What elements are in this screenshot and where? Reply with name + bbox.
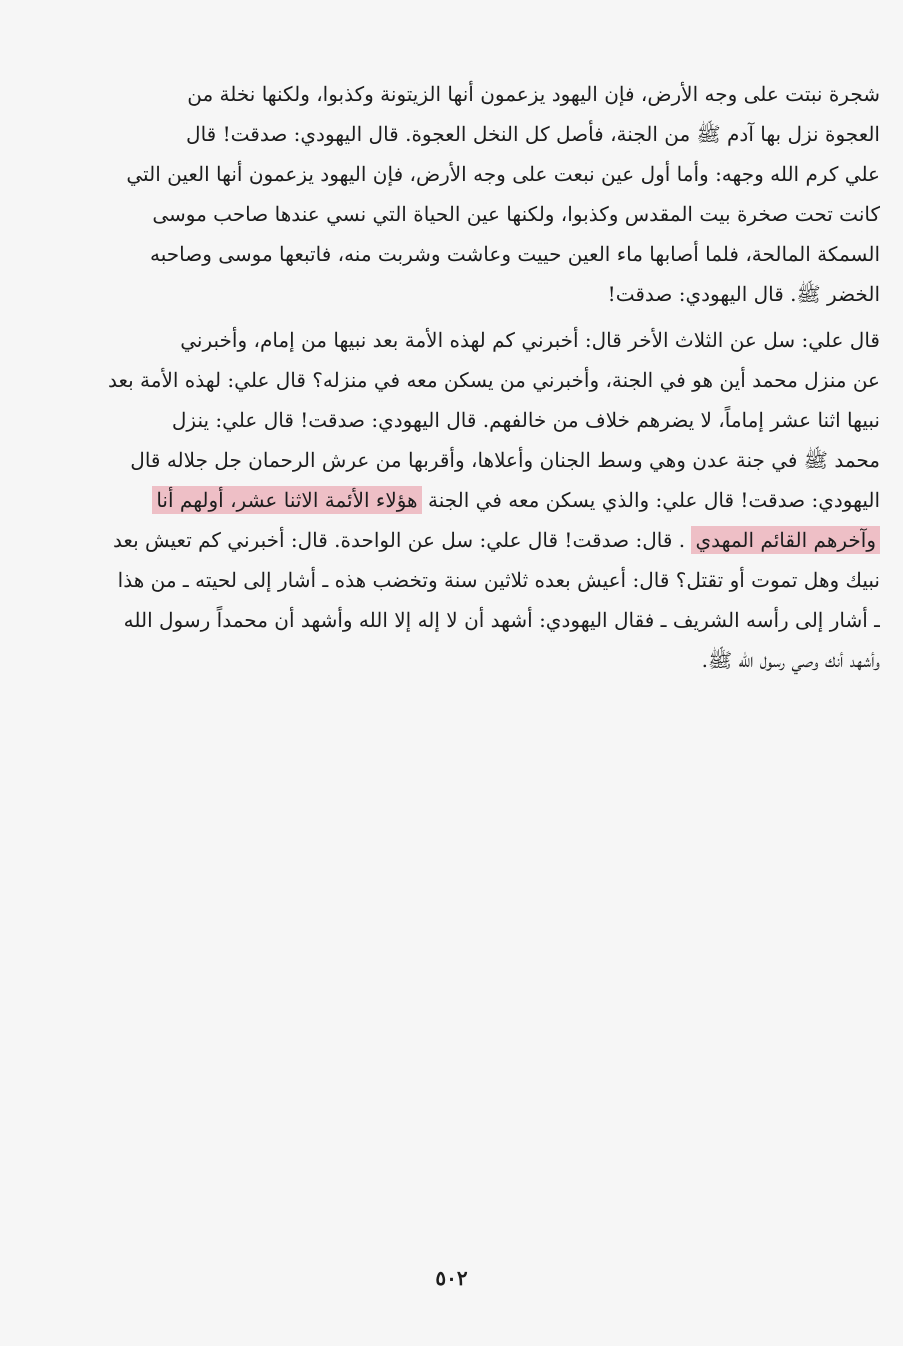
text-line: محمد ﷺ في جنة عدن وهي وسط الجنان وأعلاها، وأقربها من عرش الرحمان جل جلاله قال	[130, 448, 880, 472]
text-line: ـ أشار إلى رأسه الشريف ـ فقال اليهودي: أشهد أن لا إله إلا الله وأشهد أن محمداً رسول الله	[123, 608, 880, 632]
text-line: نبيها اثنا عشر إماماً، لا يضرهم خلاف من خالفهم. قال اليهودي: صدقت! قال علي: ينزل	[171, 408, 880, 432]
line-text: اليهودي: صدقت! قال علي: والذي يسكن معه في الجنة	[427, 488, 880, 512]
paragraph-2	[30, 320, 880, 680]
text-line: الخضر ﷺ. قال اليهودي: صدقت!	[607, 282, 880, 306]
page-number: ٥٠٢	[435, 1266, 468, 1290]
paragraph-1	[30, 74, 880, 314]
highlighted-text: هؤلاء الأئمة الاثنا عشر، أولهم أنا	[152, 486, 421, 514]
text-line: قال علي: سل عن الثلاث الأخر قال: أخبرني كم لهذه الأمة بعد نبيها من إمام، وأخبرني	[180, 328, 880, 352]
text-line: عن منزل محمد أين هو في الجنة، وأخبرني من يسكن معه في منزله؟ قال علي: لهذه الأمة بعد	[107, 368, 880, 392]
text-line: السمكة المالحة، فلما أصابها ماء العين حييت وعاشت وشربت منه، فاتبعها موسى وصاحبه	[150, 242, 880, 266]
line-text: . قال: صدقت! قال علي: سل عن الواحدة. قال: أخبرني كم تعيش بعد	[112, 528, 686, 552]
highlighted-text: وآخرهم القائم المهدي	[691, 526, 880, 554]
text-line: نبيك وهل تموت أو تقتل؟ قال: أعيش بعده ثلاثين سنة وتخضب هذه ـ أشار إلى لحيته ـ من هذا	[117, 568, 880, 592]
text-line: علي كرم الله وجهه: وأما أول عين نبعت على وجه الأرض، فإن اليهود يزعمون أنها العين التي	[126, 162, 880, 186]
text-line: شجرة نبتت على وجه الأرض، فإن اليهود يزعمون أنها الزيتونة وكذبوا، ولكنها نخلة من	[187, 82, 880, 106]
text-line	[30, 480, 880, 520]
text-line: العجوة نزل بها آدم ﷺ من الجنة، فأصل كل النخل العجوة. قال اليهودي: صدقت! قال	[186, 122, 880, 146]
text-line	[30, 520, 880, 560]
text-line: كانت تحت صخرة بيت المقدس وكذبوا، ولكنها عين الحياة التي نسي عندها صاحب موسى	[152, 202, 880, 226]
text-line: وأشهد أنك وصي رسول الله ﷺ.	[701, 648, 880, 672]
